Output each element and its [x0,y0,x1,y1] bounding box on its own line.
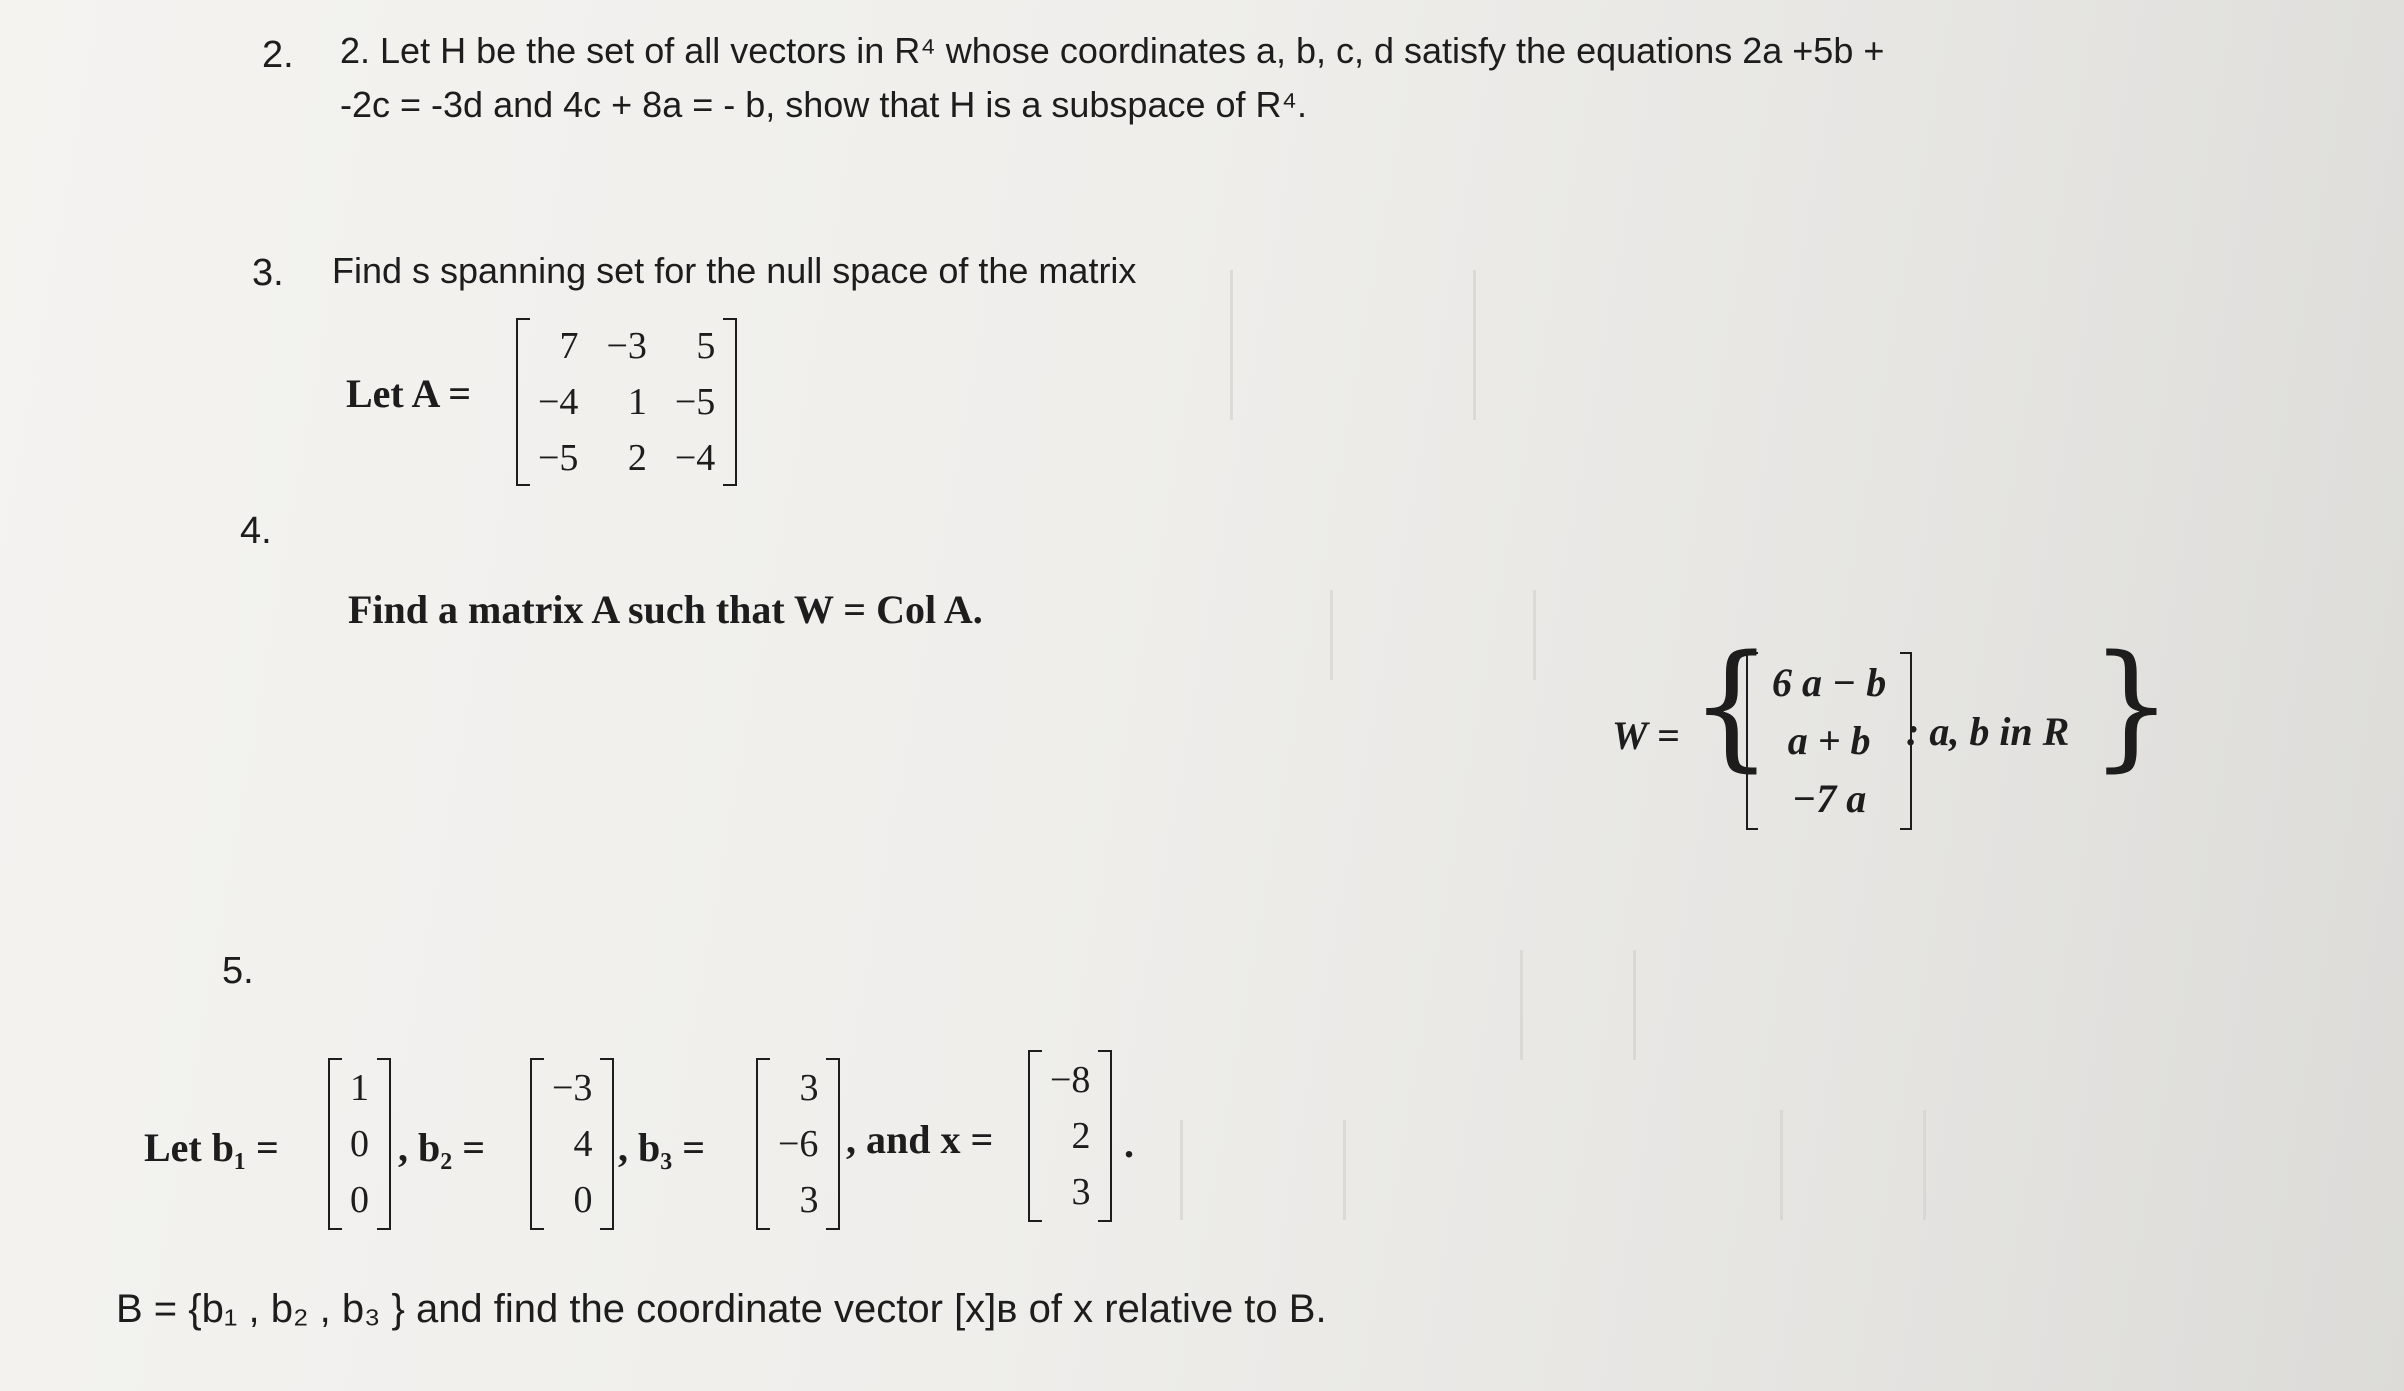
w-vector-entry: a + b [1787,718,1871,763]
vector-b2 [530,1058,614,1230]
matrix-a [516,318,737,486]
vector-b3-entry: −6 [778,1123,819,1165]
vector-b1 [328,1058,391,1230]
question-3-number: 3. [252,252,284,294]
vector-x-entry: 3 [1071,1171,1091,1213]
vector-x [1028,1050,1112,1222]
matrix-a-label: Let A = [346,371,472,416]
vector-b1-entry: 1 [350,1067,369,1109]
matrix-a-cell: 2 [627,437,647,479]
matrix-a-cell: −5 [538,437,579,479]
vector-b3 [756,1058,840,1230]
left-brace: { [1690,625,1773,785]
vector-b1-entry: 0 [350,1123,369,1165]
vector-x-entry: 2 [1071,1115,1091,1157]
w-condition: : a, b in R [1906,709,2070,754]
vector-b1-entry: 0 [350,1179,369,1221]
question-4-number: 4. [240,510,272,552]
matrix-a-cell: −5 [674,381,716,423]
question-3-prompt: Find s spanning set for the null space of the matrix [332,250,1137,291]
question-5-number: 5. [222,950,254,992]
matrix-a-cell: −4 [674,437,716,479]
w-vector [1746,652,1912,830]
question-2-number: 2. [262,34,294,76]
b3-label: , b₃ = [618,1125,706,1170]
vector-b3-entry: 3 [799,1179,819,1221]
matrix-a-cell: −4 [538,381,579,423]
x-label: , and x = [846,1117,994,1162]
vector-b2-entry: 0 [573,1179,593,1221]
matrix-a-cell: 1 [627,381,647,423]
question-2-line-1: 2. Let H be the set of all vectors in R⁴ whose coordinates a, b, c, d satisfy the equations 2a +5b + [340,30,1885,71]
question-5-final: B = {b₁ , b₂ , b₃ } and find the coordinate vector [x]ʙ of x relative to B. [116,1287,1327,1331]
vector-x-entry: −8 [1050,1059,1091,1101]
matrix-a-cell: 7 [559,325,579,367]
matrix-a-cell: −3 [606,325,647,367]
right-brace: } [2090,625,2173,785]
x-end-dot: . [1124,1121,1134,1166]
matrix-a-cell: 5 [696,325,716,367]
vector-b2-entry: 4 [573,1123,593,1165]
w-label: W = [1612,713,1680,758]
b1-label: Let b₁ = [144,1125,279,1170]
vector-b3-entry: 3 [799,1067,819,1109]
question-2-line-2: -2c = -3d and 4c + 8a = - b, show that H is a subspace of R⁴. [340,84,1307,125]
b2-label: , b₂ = [398,1125,486,1170]
w-vector-entry: −7 a [1792,776,1867,821]
w-vector-entry: 6 a − b [1772,660,1887,705]
vector-b2-entry: −3 [552,1067,593,1109]
question-4-prompt: Find a matrix A such that W = Col A. [348,587,983,632]
